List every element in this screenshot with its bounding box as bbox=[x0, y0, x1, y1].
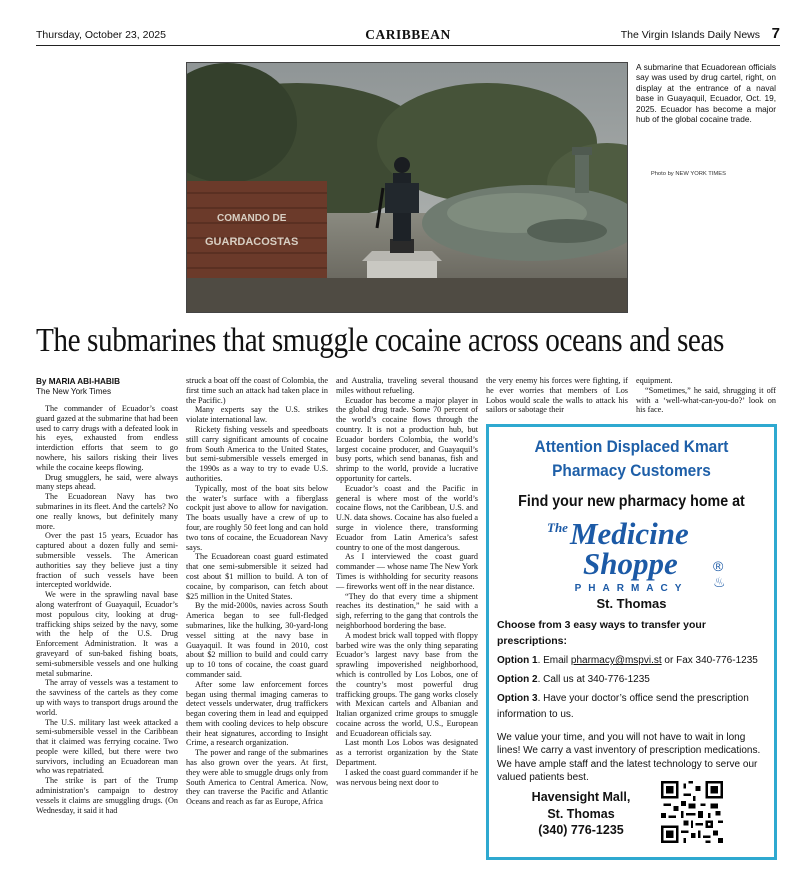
option-2-text: . Call us at 340-776-1235 bbox=[537, 674, 650, 685]
paragraph: We were in the sprawling naval base along waterfront of Guayaquil, Ecuador’s most populous city, looking at drug-trafficking ships seized by the navy, some with the help of the U.S. Drug Enforcement Administration. It was a graveyard of sun-baked fishing boats, semi-submersible vessels and one hulking metal submarine. bbox=[36, 590, 178, 678]
article-column-5 bbox=[636, 376, 776, 415]
paragraph: “Sometimes,” he said, shrugging it off with a ‘well-what-can-you-do?’ look on his face. bbox=[636, 385, 776, 415]
header-date: Thursday, October 23, 2025 bbox=[36, 29, 166, 41]
option-3 bbox=[497, 691, 765, 723]
paragraph: Ecuador’s coast and the Pacific in general is where most of the world’s cocaine flows, not the Caribbean, U.S. and U.N. data shows. Cocaine has also fueled a surge in violence there, transforming Ecuador from Latin America’s safest country to one of the most dangerous. bbox=[336, 483, 478, 552]
paragraph: Typically, most of the boat sits below the water’s surface with a fiberglass cockpit just above to allow for navigation. The boats usually have a crew of up to four, are roughly 50 feet long and can hold two tons of cocaine, the Ecuadorean Navy says. bbox=[186, 483, 328, 552]
paragraph: The power and range of the submarines has also grown over the years. At first, they were able to smuggle drugs only from South America to Central America. Now, they can traverse the Pacific and Atlantic Oceans and reach as far as Europe, Africa bbox=[186, 748, 328, 807]
logo-shoppe: Shoppe bbox=[583, 546, 678, 581]
paragraph: Many experts say the U.S. strikes violate international law. bbox=[186, 405, 328, 425]
paragraph: As I interviewed the coast guard commander — whose name The New York Times is withholding for security reasons — fireworks went off in the near distance. bbox=[336, 552, 478, 591]
article-source: The New York Times bbox=[36, 386, 112, 396]
ad-subtitle: Find your new pharmacy home at bbox=[518, 493, 745, 510]
ad-value-text: We value your time, and you will not have to wait in long lines! We carry a vast inventory of prescription medications. We have ample staff and the latest technology to serve our valued patients best. bbox=[497, 732, 761, 783]
section-title: CARIBBEAN bbox=[365, 27, 451, 42]
paragraph: “They do that every time a shipment reaches its destination,” he said with a sigh, referring to the gang that controls the neighborhood bordering the base. bbox=[336, 591, 478, 630]
article-column-1 bbox=[36, 404, 178, 815]
qr-code-icon[interactable] bbox=[661, 781, 723, 843]
paragraph: Over the past 15 years, Ecuador has captured about a dozen fully and semi-submersible vessels. The American authorities say they believe just a tiny fraction of such vessels have been intercepted worldwide. bbox=[36, 531, 178, 590]
option-3-text: . Have your doctor’s office send the prescription information to us. bbox=[497, 693, 749, 720]
pharmacy-advertisement bbox=[486, 424, 777, 860]
naval-base-photo bbox=[187, 63, 627, 312]
paragraph: and Australia, traveling several thousand miles without refueling. bbox=[336, 376, 478, 395]
option-1-text: . Email bbox=[537, 655, 571, 666]
photo-caption: A submarine that Ecuadorean officials say was used by drug cartel, right, on display at the entrance of a naval base in Guayaquil, Ecuador, Oct. 19, 2025. Ecuador has become a major hub of the global cocaine trade. bbox=[636, 62, 776, 125]
page-number: 7 bbox=[771, 25, 780, 42]
paragraph: The U.S. military last week attacked a semi-submersible vessel in the Caribbean that it claimed was ferrying cocaine. Two people were killed, but there were two survivors, including an Ecuadorean man who was repatriated. bbox=[36, 717, 178, 776]
paragraph: the very enemy his forces were fighting, if he ever worries that members of Los Lobos would scale the walls to attack his sailors or sabotage their bbox=[486, 376, 628, 415]
phone-number: (340) 776-1235 bbox=[538, 823, 624, 837]
paragraph: Rickety fishing vessels and speedboats still carry significant amounts of cocaine from South America to the United States, but semi-submersible vessels emerged in the 1990s as a way to try to evade U.S. authorities. bbox=[186, 424, 328, 483]
transfer-intro: Choose from 3 easy ways to transfer your prescriptions: bbox=[497, 619, 706, 647]
option-2-label: Option 2 bbox=[497, 674, 538, 685]
paragraph: The Ecuadorean coast guard estimated that one semi-submersible it seized had cost about $1 million to build. A ton of cocaine, by comparison, can fetch about $25 million in the United States. bbox=[186, 552, 328, 601]
logo-pharmacy-label: PHARMACY bbox=[574, 583, 689, 594]
paragraph: Ecuador has become a major player in the global drug trade. Some 70 percent of the world’s cocaine flows through the country. It is not a production hub, but Ecuador borders Colombia, the world’s largest cocaine producer, and Guayaquil’s busy ports, which send bananas, fish and shrimp to the world, provide a lucrative opportunity for cartels. bbox=[336, 395, 478, 483]
mortar-pestle-icon: ®♨ bbox=[713, 558, 726, 590]
logo-medicine: Medicine bbox=[569, 516, 689, 551]
sign-text: COMANDO DE bbox=[217, 213, 287, 224]
paragraph: The Ecuadorean Navy has two submarines in its fleet. And the cartels? No one really knows, but definitely many more. bbox=[36, 492, 178, 531]
paragraph: I asked the coast guard commander if he was nervous being next door to bbox=[336, 767, 478, 787]
paragraph: Last month Los Lobos was designated as a terrorist organization by the State Department. bbox=[336, 738, 478, 768]
paragraph: equipment. bbox=[636, 376, 673, 385]
option-3-label: Option 3 bbox=[497, 693, 538, 704]
paragraph: A modest brick wall topped with floppy barbed wire was the only thing separating Ecuador’s largest navy base from the sprawling impoverished neighborhood, which is controlled by Los Lobos, one of the country’s most powerful drug trafficking groups. The gang works closely with Mexican cartels and Albanian and Italian organized crime groups to smuggle cocaine across the world, U.S., European and Ecuadorean officials say. bbox=[336, 630, 478, 738]
paragraph: By the mid-2000s, navies across South America began to see full-fledged submarines, like the hulking, 30-yard-long vessel sitting at the navy base in Guayaquil. It was found in 2010, cost about $2 million to build and could carry up to 10 tons of cocaine, the coast guard commander said. bbox=[186, 601, 328, 679]
paragraph: The strike is part of the Trump administration’s campaign to destroy vessels it claims are smuggling drugs. (On Wednesday, it said it had bbox=[36, 776, 178, 815]
option-1-label: Option 1 bbox=[497, 655, 538, 666]
page-header bbox=[36, 27, 780, 46]
logo-the: The bbox=[547, 520, 568, 535]
byline bbox=[36, 377, 178, 397]
paragraph: struck a boat off the coast of Colombia, the first time such an attack had taken place in the Pacific.) bbox=[186, 376, 328, 405]
paragraph: The array of vessels was a testament to the savviness of the cartels as they come up with ways to transport drugs around the world. bbox=[36, 678, 178, 717]
option-1 bbox=[497, 653, 765, 669]
ad-address bbox=[501, 789, 661, 839]
article-column-4 bbox=[486, 376, 628, 415]
article-column-3 bbox=[336, 376, 478, 787]
article-column-2 bbox=[186, 376, 328, 807]
author-name: By MARIA ABI-HABIB bbox=[36, 377, 120, 386]
pharmacy-email-link[interactable]: pharmacy@mspvi.st bbox=[570, 655, 662, 666]
address-line-2: St. Thomas bbox=[547, 806, 615, 821]
photo-credit: Photo by NEW YORK TIMES bbox=[650, 171, 726, 177]
article-headline: The submarines that smuggle cocaine across oceans and seas bbox=[36, 322, 724, 359]
newspaper-name: The Virgin Islands Daily News bbox=[620, 29, 760, 41]
option-1-fax: or Fax 340-776-1235 bbox=[661, 655, 758, 666]
address-line-1: Havensight Mall, bbox=[531, 790, 631, 804]
sign-text-2: GUARDACOSTAS bbox=[205, 236, 299, 248]
paragraph: Drug smugglers, he said, were always many steps ahead. bbox=[36, 472, 178, 492]
option-2 bbox=[497, 672, 765, 688]
paragraph: After some law enforcement forces began using thermal imaging cameras to detect vessels underwater, drug traffickers began covering them in lead and equipped them with cooling devices to help obscure their heat signatures, according to Insight Crime, a research organization. bbox=[186, 679, 328, 748]
ad-title: Attention Displaced Kmart Pharmacy Customers bbox=[534, 437, 729, 480]
ad-location: St. Thomas bbox=[596, 596, 667, 611]
article-photo bbox=[186, 62, 628, 313]
paragraph: The commander of Ecuador’s coast guard gazed at the submarine that had been used to carry drugs with a defeated look in his eyes, exhausted from endless interdiction efforts that seem to go nowhere, his sailors risking their lives while the cocaine keeps flowing. bbox=[36, 404, 178, 472]
